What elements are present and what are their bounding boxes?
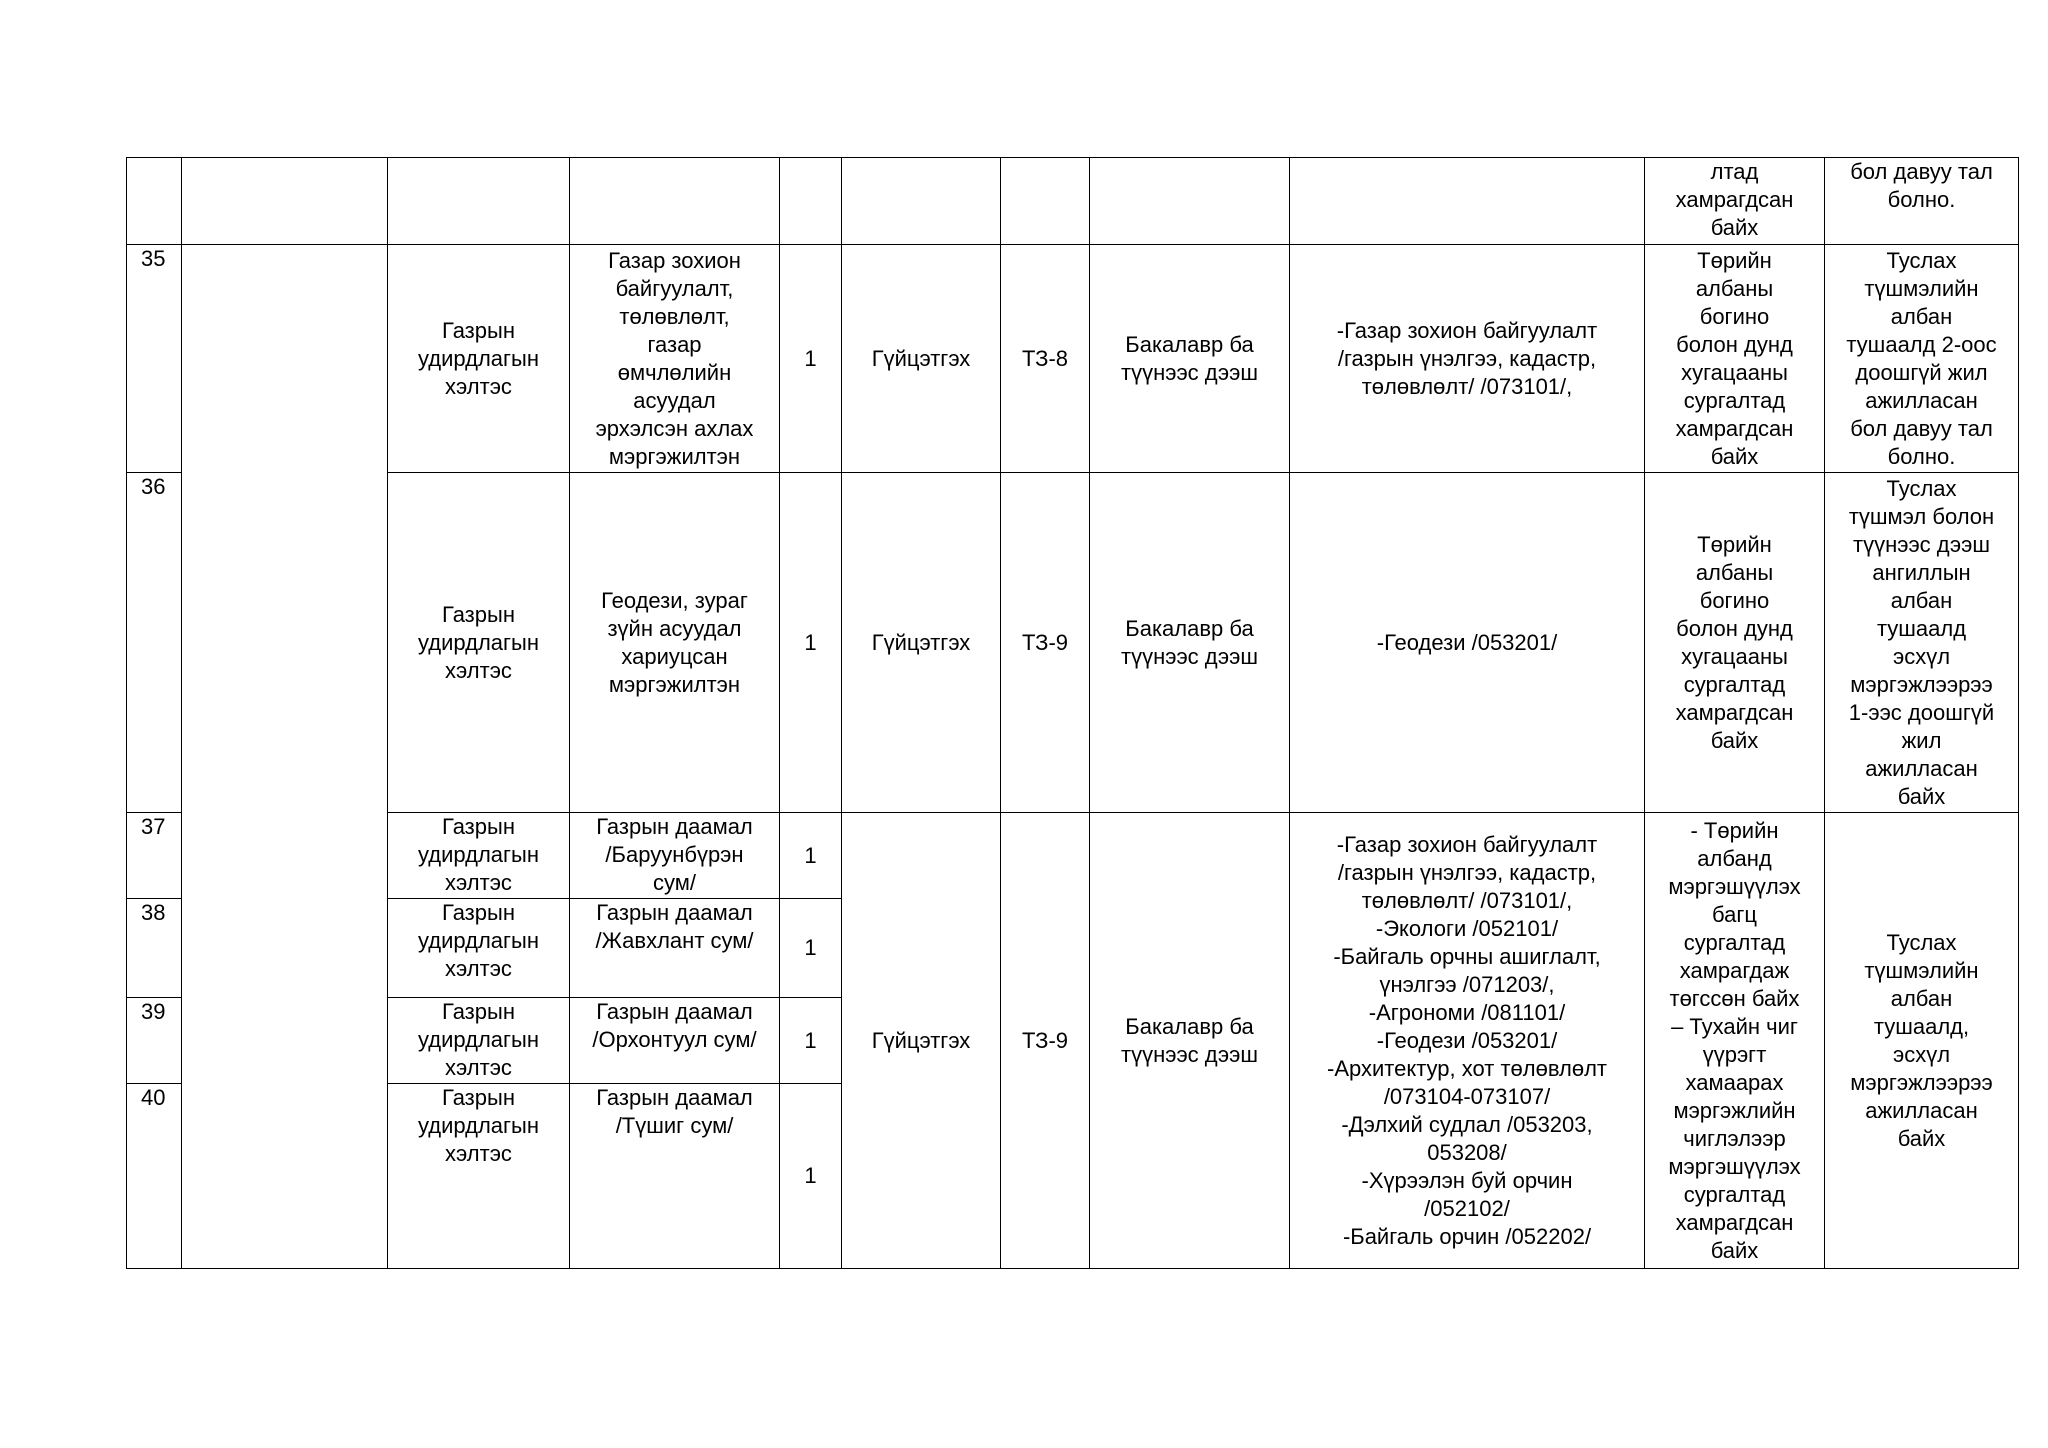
cell-rank-merged: ТЗ-9 [1001, 813, 1090, 1269]
cell-count: 1 [780, 245, 842, 473]
cell-education [1090, 158, 1290, 245]
cell-org-merged [182, 245, 388, 1269]
cell-number: 37 [127, 813, 182, 899]
cell-unit: Газрын удирдлагын хэлтэс [388, 473, 570, 813]
cell-count: 1 [780, 813, 842, 899]
table-row-continuation [127, 158, 2019, 245]
table-row-37 [127, 813, 2019, 899]
cell-position: Газрын даамал /Орхонтуул сум/ [570, 998, 780, 1084]
cell-experience: бол давуу тал болно. [1825, 158, 2019, 245]
positions-table [126, 157, 2019, 1269]
cell-number: 39 [127, 998, 182, 1084]
cell-specialty: -Геодези /053201/ [1290, 473, 1645, 813]
cell-number: 38 [127, 899, 182, 998]
cell-number [127, 158, 182, 245]
cell-category-merged: Гүйцэтгэх [842, 813, 1001, 1269]
cell-unit: Газрын удирдлагын хэлтэс [388, 245, 570, 473]
cell-count [780, 158, 842, 245]
cell-qualification-merged: - Төрийн албанд мэргэшүүлэх багц сургалтад хамрагдаж төгссөн байх – Тухайн чиг үүрэгт хамаарах мэргэжлийн чиглэлээр мэргэшүүлэх сургалтад хамрагдсан байх [1645, 813, 1825, 1269]
cell-count: 1 [780, 899, 842, 998]
cell-rank: ТЗ-9 [1001, 473, 1090, 813]
cell-education: Бакалавр ба түүнээс дээш [1090, 245, 1290, 473]
cell-number: 36 [127, 473, 182, 813]
cell-org [182, 158, 388, 245]
cell-education-merged: Бакалавр ба түүнээс дээш [1090, 813, 1290, 1269]
cell-count: 1 [780, 473, 842, 813]
cell-experience: Туслах түшмэл болон түүнээс дээш ангиллын албан тушаалд эсхүл мэргэжлээрээ 1-ээс доошгүй жил ажилласан байх [1825, 473, 2019, 813]
cell-qualification: Төрийн албаны богино болон дунд хугацааны сургалтад хамрагдсан байх [1645, 473, 1825, 813]
cell-rank [1001, 158, 1090, 245]
cell-experience-merged: Туслах түшмэлийн албан тушаалд, эсхүл мэргэжлээрээ ажилласан байх [1825, 813, 2019, 1269]
cell-number: 40 [127, 1084, 182, 1269]
cell-position: Газрын даамал /Түшиг сум/ [570, 1084, 780, 1269]
cell-unit: Газрын удирдлагын хэлтэс [388, 1084, 570, 1269]
cell-qualification: Төрийн албаны богино болон дунд хугацааны сургалтад хамрагдсан байх [1645, 245, 1825, 473]
cell-specialty-merged: -Газар зохион байгуулалт /газрын үнэлгээ, кадастр, төлөвлөлт/ /073101/, -Экологи /052101/ -Байгаль орчны ашиглалт, үнэлгээ /071203/, -Агрономи /081101/ -Геодези /053201/ -Архитектур, хот төлөвлөлт /073104-073107/ -Дэлхий судлал /053203, 053208/ -Хүрээлэн буй орчин /052102/ -Байгаль орчин /052202/ [1290, 813, 1645, 1269]
cell-unit: Газрын удирдлагын хэлтэс [388, 813, 570, 899]
cell-count: 1 [780, 998, 842, 1084]
cell-specialty: -Газар зохион байгуулалт /газрын үнэлгээ, кадастр, төлөвлөлт/ /073101/, [1290, 245, 1645, 473]
cell-position: Газар зохион байгуулалт, төлөвлөлт, газар өмчлөлийн асуудал эрхэлсэн ахлах мэргэжилтэн [570, 245, 780, 473]
cell-unit [388, 158, 570, 245]
cell-experience: Туслах түшмэлийн албан тушаалд 2-оос доошгүй жил ажилласан бол давуу тал болно. [1825, 245, 2019, 473]
cell-qualification: лтад хамрагдсан байх [1645, 158, 1825, 245]
cell-position: Газрын даамал /Баруунбүрэн сум/ [570, 813, 780, 899]
cell-unit: Газрын удирдлагын хэлтэс [388, 899, 570, 998]
table-row-36 [127, 473, 2019, 813]
cell-category: Гүйцэтгэх [842, 245, 1001, 473]
table-row-35 [127, 245, 2019, 473]
cell-category [842, 158, 1001, 245]
cell-education: Бакалавр ба түүнээс дээш [1090, 473, 1290, 813]
cell-position: Газрын даамал /Жавхлант сум/ [570, 899, 780, 998]
cell-position: Геодези, зураг зүйн асуудал хариуцсан мэргэжилтэн [570, 473, 780, 813]
cell-specialty [1290, 158, 1645, 245]
cell-number: 35 [127, 245, 182, 473]
cell-category: Гүйцэтгэх [842, 473, 1001, 813]
cell-count: 1 [780, 1084, 842, 1269]
cell-unit: Газрын удирдлагын хэлтэс [388, 998, 570, 1084]
cell-position [570, 158, 780, 245]
cell-rank: ТЗ-8 [1001, 245, 1090, 473]
